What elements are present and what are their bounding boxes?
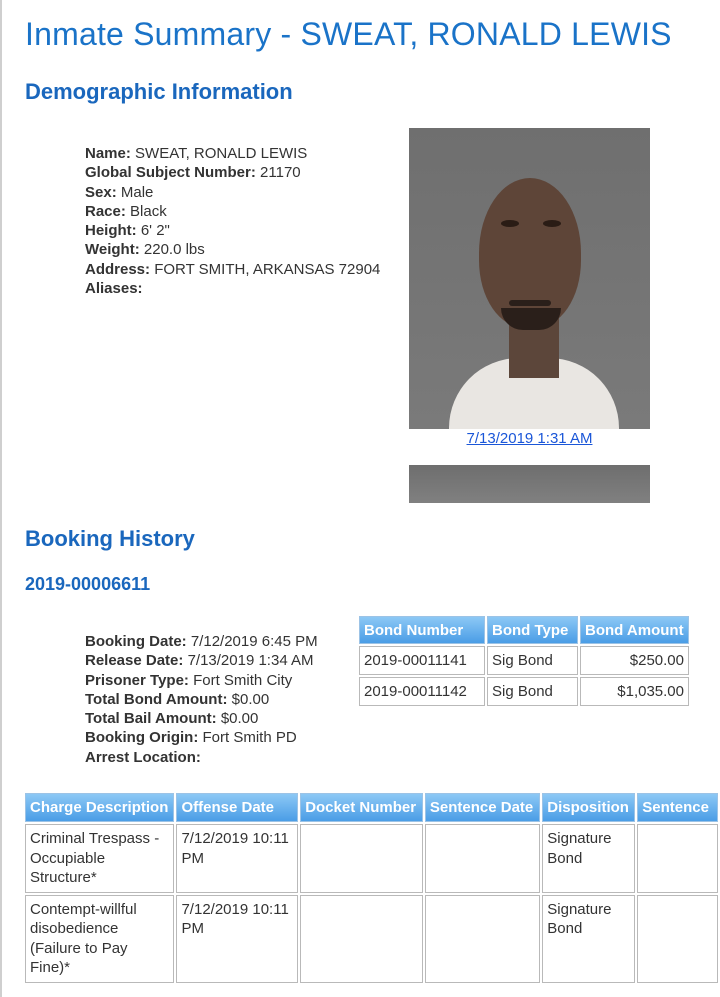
field-value: $0.00 bbox=[231, 690, 270, 708]
field-label: Height: bbox=[85, 222, 137, 240]
disposition-cell: Signature Bond bbox=[542, 824, 635, 893]
demographic-row-aliases bbox=[85, 279, 380, 298]
bond-number-cell: 2019-00011142 bbox=[359, 677, 485, 706]
field-label: Total Bail Amount: bbox=[85, 710, 217, 728]
field-label: Booking Origin: bbox=[85, 729, 199, 747]
booking-row-date bbox=[85, 632, 318, 651]
booking-row-arrest-location bbox=[85, 748, 318, 767]
field-label: Sex: bbox=[85, 183, 117, 201]
demographics-info bbox=[85, 144, 380, 298]
field-label: Aliases: bbox=[85, 280, 143, 298]
field-label: Race: bbox=[85, 202, 126, 220]
demographic-row-sex bbox=[85, 183, 380, 202]
booking-number: 2019-00006611 bbox=[25, 574, 151, 594]
field-label: Arrest Location: bbox=[85, 748, 201, 766]
bond-amount-header[interactable]: Bond Amount bbox=[580, 616, 689, 644]
field-label: Name: bbox=[85, 145, 131, 162]
field-value: 7/12/2019 6:45 PM bbox=[190, 633, 318, 650]
second-photo[interactable] bbox=[409, 465, 650, 503]
photo-right-eye-shape bbox=[543, 220, 561, 227]
booking-row-release-date bbox=[85, 651, 318, 670]
page-title: Inmate Summary - SWEAT, RONALD LEWIS bbox=[25, 16, 672, 52]
sentence-date-cell bbox=[425, 824, 540, 893]
booking-history-heading: Booking History bbox=[25, 526, 195, 551]
booking-info bbox=[85, 632, 318, 767]
demographic-row-address bbox=[85, 260, 380, 279]
offense-date-cell: 7/12/2019 10:11 PM bbox=[176, 895, 298, 983]
field-value: Black bbox=[130, 202, 167, 220]
demographics-heading: Demographic Information bbox=[25, 79, 293, 104]
docket-number-header[interactable]: Docket Number bbox=[300, 793, 423, 822]
sentence-header[interactable]: Sentence bbox=[637, 793, 718, 822]
demographic-row-race bbox=[85, 202, 380, 221]
field-value: 220.0 lbs bbox=[143, 241, 205, 259]
field-value: 21170 bbox=[260, 164, 301, 182]
booking-row-origin bbox=[85, 728, 318, 747]
photo-date-link[interactable]: 7/13/2019 1:31 AM bbox=[466, 430, 593, 447]
demographic-row-weight bbox=[85, 240, 380, 259]
field-value: FORT SMITH, ARKANSAS 72904 bbox=[154, 260, 381, 278]
booking-row-prisoner-type bbox=[85, 671, 318, 690]
docket-number-cell bbox=[300, 824, 423, 893]
booking-row-total-bail bbox=[85, 709, 318, 728]
bond-table-header-row bbox=[359, 616, 689, 644]
bond-amount-cell: $250.00 bbox=[580, 646, 689, 675]
charge-description-cell: Criminal Trespass - Occupiable Structure* bbox=[25, 824, 174, 893]
bond-type-cell: Sig Bond bbox=[487, 646, 578, 675]
table-row bbox=[25, 824, 718, 893]
field-value: Fort Smith PD bbox=[202, 729, 297, 747]
field-value: Male bbox=[120, 183, 154, 201]
demographic-row-name bbox=[85, 144, 380, 163]
charges-table-header-row bbox=[25, 793, 718, 822]
page-left-border bbox=[0, 0, 2, 997]
field-label: Global Subject Number: bbox=[85, 164, 256, 182]
docket-number-cell bbox=[300, 895, 423, 983]
charges-table bbox=[23, 791, 720, 985]
bond-table bbox=[357, 614, 691, 708]
charge-description-header[interactable]: Charge Description bbox=[25, 793, 174, 822]
field-label: Release Date: bbox=[85, 652, 184, 670]
field-label: Booking Date: bbox=[85, 633, 187, 650]
sentence-cell bbox=[637, 895, 718, 983]
sentence-cell bbox=[637, 824, 718, 893]
table-row bbox=[359, 646, 689, 675]
disposition-header[interactable]: Disposition bbox=[542, 793, 635, 822]
disposition-cell: Signature Bond bbox=[542, 895, 635, 983]
table-row bbox=[25, 895, 718, 983]
offense-date-header[interactable]: Offense Date bbox=[176, 793, 298, 822]
bond-number-header[interactable]: Bond Number bbox=[359, 616, 485, 644]
charge-description-cell: Contempt-willful disobedience (Failure to Pay Fine)* bbox=[25, 895, 174, 983]
field-value: SWEAT, RONALD LEWIS bbox=[135, 145, 308, 162]
field-value: 6' 2" bbox=[140, 222, 170, 240]
field-label: Address: bbox=[85, 260, 151, 278]
bond-type-header[interactable]: Bond Type bbox=[487, 616, 578, 644]
bond-type-cell: Sig Bond bbox=[487, 677, 578, 706]
field-label: Total Bond Amount: bbox=[85, 690, 228, 708]
field-value: $0.00 bbox=[220, 710, 259, 728]
field-value: 7/13/2019 1:34 AM bbox=[187, 652, 314, 670]
bond-number-cell: 2019-00011141 bbox=[359, 646, 485, 675]
field-value: Fort Smith City bbox=[193, 671, 293, 689]
photo-mouth-shape bbox=[509, 300, 551, 306]
mugshot-photo[interactable] bbox=[409, 128, 650, 429]
table-row bbox=[359, 677, 689, 706]
photo-left-eye-shape bbox=[501, 220, 519, 227]
field-label: Prisoner Type: bbox=[85, 671, 189, 689]
demographic-row-height bbox=[85, 221, 380, 240]
sentence-date-cell bbox=[425, 895, 540, 983]
demographic-row-subject-number bbox=[85, 163, 380, 182]
field-label: Weight: bbox=[85, 241, 140, 259]
booking-row-total-bond bbox=[85, 690, 318, 709]
sentence-date-header[interactable]: Sentence Date bbox=[425, 793, 540, 822]
bond-amount-cell: $1,035.00 bbox=[580, 677, 689, 706]
offense-date-cell: 7/12/2019 10:11 PM bbox=[176, 824, 298, 893]
